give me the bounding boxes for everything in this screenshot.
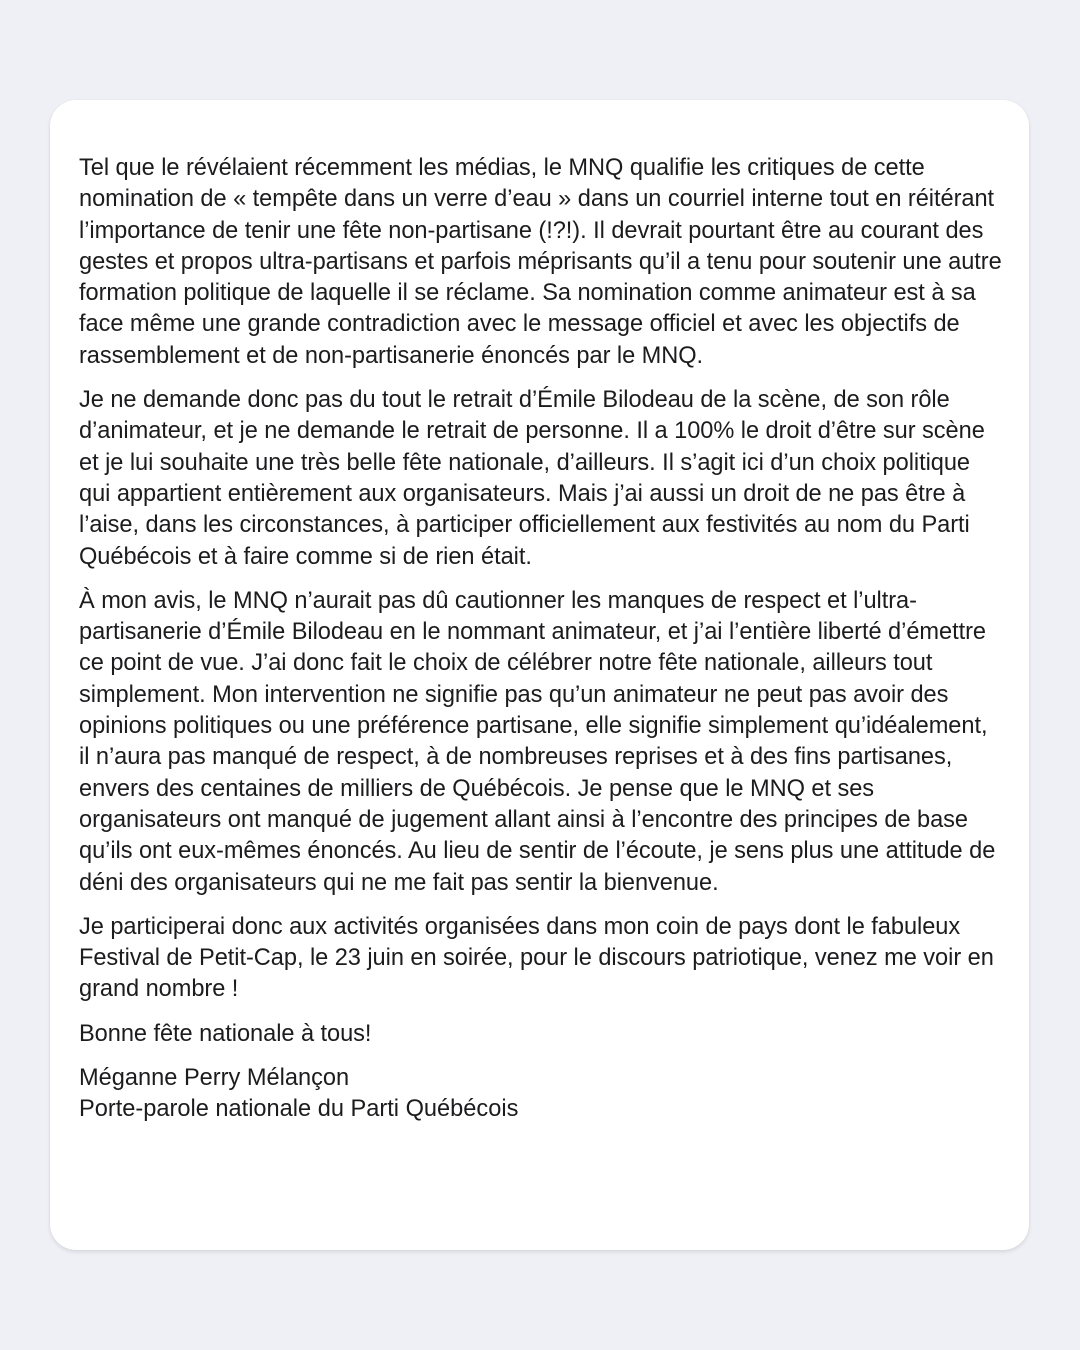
signature-title: Porte-parole nationale du Parti Québécois bbox=[79, 1096, 519, 1123]
letter-closing: Bonne fête nationale à tous! bbox=[79, 1020, 372, 1047]
letter-paragraph-2: Je ne demande donc pas du tout le retrait d’Émile Bilodeau de la scène, de son rôle d’animateur, et je ne demande le retrait de personne. Il a 100% le droit d’être sur scène et je lui souhaite une très belle fête nationale, d’ailleurs. Il s’agit ici d’un choix politique qui appartient entièrement aux organisateurs. Mais j’ai aussi un droit de ne pas être à l’aise, dans les circonstances, à participer officiellement aux festivités au nom du Parti Québécois et à faire comme si de rien était. bbox=[79, 387, 985, 570]
signature-block bbox=[79, 1063, 1003, 1126]
letter-paragraph-3: À mon avis, le MNQ n’aurait pas dû cautionner les manques de respect et l’ultra-partisanerie d’Émile Bilodeau en le nommant animateur, et j’ai l’entière liberté d’émettre ce point de vue. J’ai donc fait le choix de célébrer notre fête nationale, ailleurs tout simplement. Mon intervention ne signifie pas qu’un animateur ne peut pas avoir des opinions politiques ou une préférence partisane, elle signifie simplement qu’idéalement, il n’aura pas manqué de respect, à de nombreuses reprises et à des fins partisanes, envers des centaines de milliers de Québécois. Je pense que le MNQ et ses organisateurs ont manqué de jugement allant ainsi à l’encontre des principes de base qu’ils ont eux-mêmes énoncés. Au lieu de sentir de l’écoute, je sens plus une attitude de déni des organisateurs qui ne me fait pas sentir la bienvenue. bbox=[79, 587, 996, 896]
signature-name: Méganne Perry Mélançon bbox=[79, 1065, 350, 1092]
letter-paragraph-1: Tel que le révélaient récemment les médias, le MNQ qualifie les critiques de cette nomination de « tempête dans un verre d’eau » dans un courriel interne tout en réitérant l’importance de tenir une fête non-partisane (!?!). Il devrait pourtant être au courant des gestes et propos ultra-partisans et parfois méprisants qu’il a tenu pour soutenir une autre formation politique de laquelle il se réclame. Sa nomination comme animateur est à sa face même une grande contradiction avec le message officiel et avec les objectifs de rassemblement et de non-partisanerie énoncés par le MNQ. bbox=[79, 155, 1002, 369]
letter-paragraph-4: Je participerai donc aux activités organisées dans mon coin de pays dont le fabuleux Festival de Petit-Cap, le 23 juin en soirée, pour le discours patriotique, venez me voir en grand nombre ! bbox=[79, 913, 994, 1003]
letter-card bbox=[50, 100, 1029, 1250]
